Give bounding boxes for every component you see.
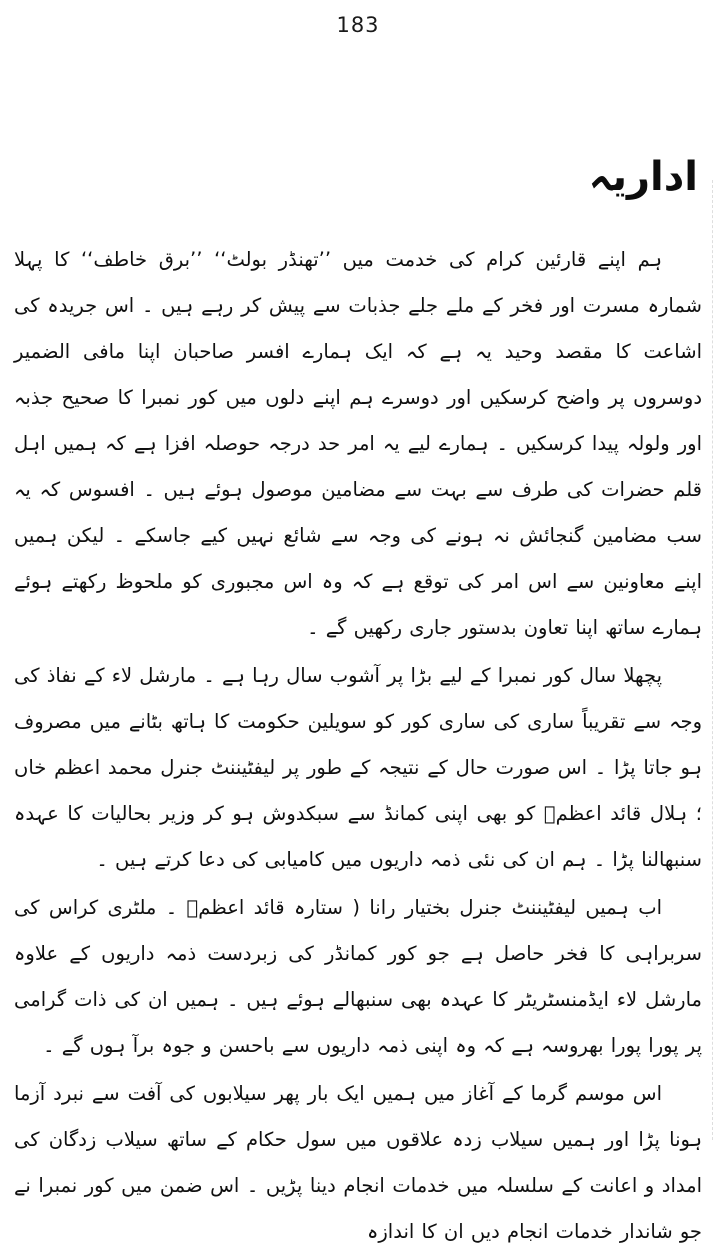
paragraph-4: اس موسم گرما کے آغاز میں ہمیں ایک بار پھر سیلابوں کی آفت سے نبرد آزما ہونا پڑا اور ہمیں سیلاب زدہ علاقوں میں سول حکام کے ساتھ سیلاب زدگان کی امداد و اعانت کے سلسلہ میں خدمات انجام دینا پڑیں ۔ اس ضمن میں کور نمبرا نے جو شاندار خدمات انجام دیں ان کا اندازہ <box>14 1082 702 1243</box>
paragraph-3: اب ہمیں لیفٹیننٹ جنرل بختیار رانا ( ستارہ قائد اعظمؒ ۔ ملٹری کراس کی سربراہی کا فخر حاصل ہے جو کور کمانڈر کی زبردست ذمہ داریوں کے علاوہ مارشل لاء ایڈمنسٹریٹر کا عہدہ بھی سنبھالے ہوئے ہیں ۔ ہمیں ان کی ذات گرامی پر پورا پورا بھروسہ ہے کہ وہ اپنی ذمہ داریوں سے باحسن و جوہ برآ ہوں گے ۔ <box>14 896 702 1057</box>
paragraph-2: پچھلا سال کور نمبرا کے لیے بڑا پر آشوب سال رہا ہے ۔ مارشل لاء کے نفاذ کی وجہ سے تقریباً ساری کی ساری کور کو سویلین حکومت کا ہاتھ بٹانے میں مصروف ہو جاتا پڑا ۔ اس صورت حال کے نتیجہ کے طور پر لیفٹیننٹ جنرل محمد اعظم خاں ؛ ہلال قائد اعظمؒ کو بھی اپنی کمانڈ سے سبکدوش ہو کر وزیر بحالیات کا عہدہ سنبھالنا پڑا ۔ ہم ان کی نئی ذمہ داریوں میں کامیابی کی دعا کرتے ہیں ۔ <box>14 664 702 871</box>
scan-binding-artifact <box>712 180 713 1140</box>
editorial-heading: اداریہ <box>588 154 698 200</box>
paragraph-1: ہم اپنے قارئین کرام کی خدمت میں ’’تھنڈر بولٹ‘‘ ’’برق خاطف‘‘ کا پہلا شمارہ مسرت اور فخر کے ملے جلے جذبات سے پیش کر رہے ہیں ۔ اس جریدہ کی اشاعت کا مقصد وحید یہ ہے کہ ایک ہمارے افسر صاحبان اپنا مافی الضمیر دوسروں پر واضح کرسکیں اور دوسرے ہم اپنے دلوں میں کور نمبرا کا صحیح جذبہ اور ولولہ پیدا کرسکیں ۔ ہمارے لیے یہ امر حد درجہ حوصلہ افزا ہے کہ ہمیں اہل قلم حضرات کی طرف سے بہت سے مضامین موصول ہوئے ہیں ۔ افسوس کہ یہ سب مضامین گنجائش نہ ہونے کی وجہ سے شائع نہیں کیے جاسکے ۔ لیکن ہمیں اپنے معاونین سے اس امر کی توقع ہے کہ وہ اس مجبوری کو ملحوظ رکھتے ہوئے ہمارے ساتھ اپنا تعاون بدستور جاری رکھیں گے ۔ <box>14 248 702 639</box>
page-number: 183 <box>336 13 380 37</box>
editorial-body <box>0 237 716 1255</box>
